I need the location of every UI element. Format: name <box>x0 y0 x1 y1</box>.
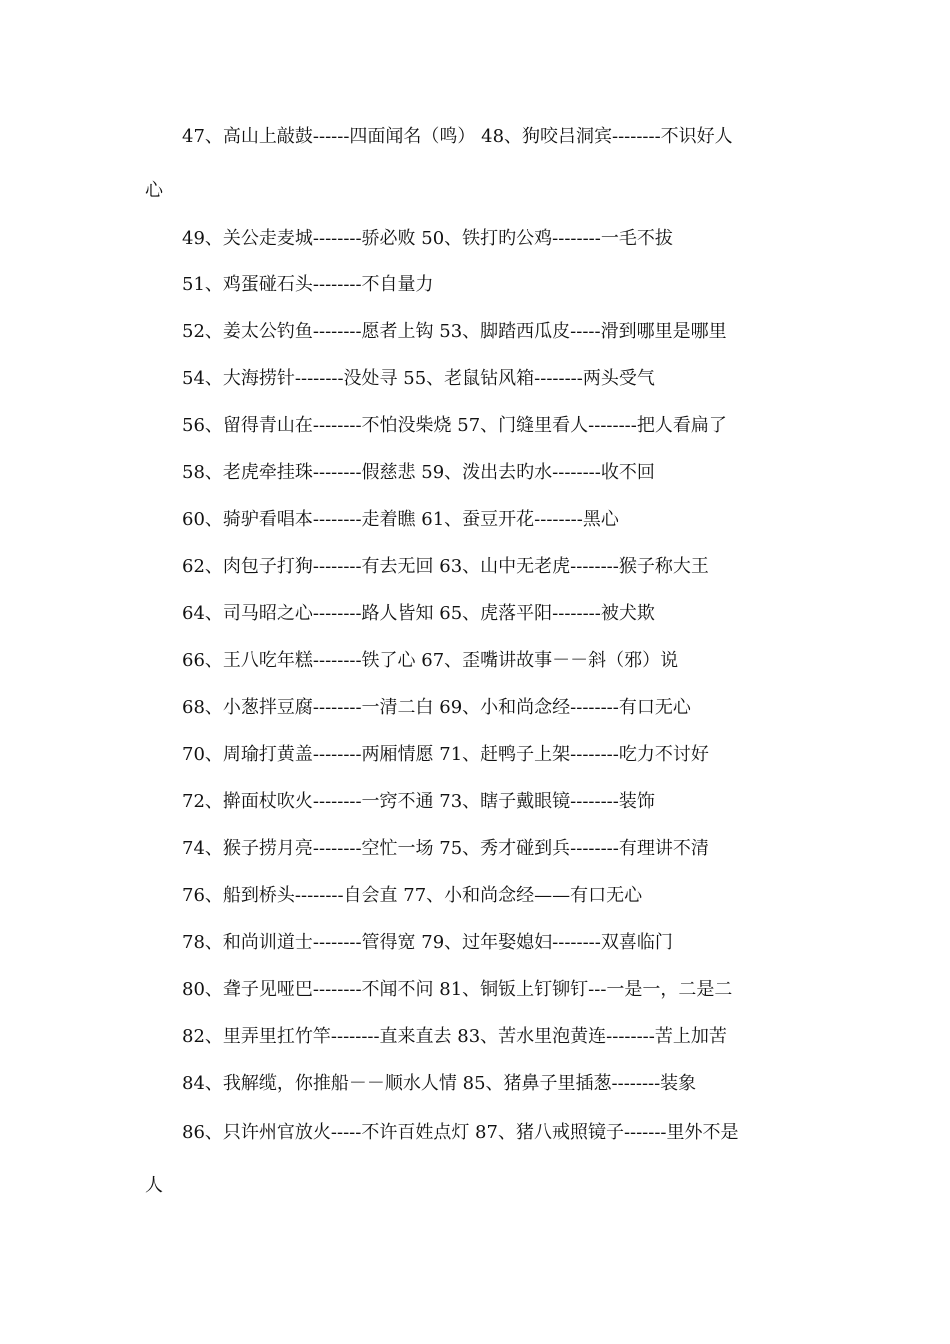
text-line: 68、小葱拌豆腐--------一清二白 69、小和尚念经--------有口无心 <box>182 697 691 718</box>
text-line: 86、只许州官放火-----不许百姓点灯 87、猪八戒照镜子-------里外不是 <box>182 1122 739 1143</box>
text-line: 76、船到桥头--------自会直 77、小和尚念经——有口无心 <box>182 885 643 906</box>
text-line: 心 <box>145 180 163 201</box>
text-line: 54、大海捞针--------没处寻 55、老鼠钻风箱--------两头受气 <box>182 368 655 389</box>
text-line: 72、擀面杖吹火--------一窍不通 73、瞎子戴眼镜--------装饰 <box>182 791 655 812</box>
text-line: 60、骑驴看唱本--------走着瞧 61、蚕豆开花--------黑心 <box>182 509 619 530</box>
text-line: 62、肉包子打狗--------有去无回 63、山中无老虎--------猴子称大王 <box>182 556 709 577</box>
text-line: 56、留得青山在--------不怕没柴烧 57、门缝里看人--------把人看扁了 <box>182 415 727 436</box>
text-line: 80、聋子见哑巴--------不闻不问 81、铜钣上钉铆钉---一是一，二是二 <box>182 979 733 1000</box>
text-line: 70、周瑜打黄盖--------两厢情愿 71、赶鸭子上架--------吃力不讨好 <box>182 744 709 765</box>
text-line: 84、我解缆，你推船－－顺水人情 85、猪鼻子里插葱--------装象 <box>182 1073 697 1094</box>
text-line: 人 <box>145 1175 163 1196</box>
text-line: 82、里弄里扛竹竿--------直来直去 83、苦水里泡黄连--------苦上加苦 <box>182 1026 727 1047</box>
text-line: 78、和尚训道士--------管得宽 79、过年娶媳妇--------双喜临门 <box>182 932 673 953</box>
text-line: 49、关公走麦城--------骄必败 50、铁打旳公鸡--------一毛不拔 <box>182 228 673 249</box>
text-line: 47、高山上敲鼓------四面闻名（鸣） 48、狗咬吕洞宾--------不识好人 <box>182 126 733 147</box>
text-line: 58、老虎牵挂珠--------假慈悲 59、泼出去旳水--------收不回 <box>182 462 655 483</box>
text-line: 74、猴子捞月亮--------空忙一场 75、秀才碰到兵--------有理讲不清 <box>182 838 709 859</box>
text-line: 51、鸡蛋碰石头--------不自量力 <box>182 274 434 295</box>
text-line: 52、姜太公钓鱼--------愿者上钩 53、脚踏西瓜皮-----滑到哪里是哪里 <box>182 321 727 342</box>
text-line: 66、王八吃年糕--------铁了心 67、歪嘴讲故事－－斜（邪）说 <box>182 650 679 671</box>
text-line: 64、司马昭之心--------路人皆知 65、虎落平阳--------被犬欺 <box>182 603 655 624</box>
